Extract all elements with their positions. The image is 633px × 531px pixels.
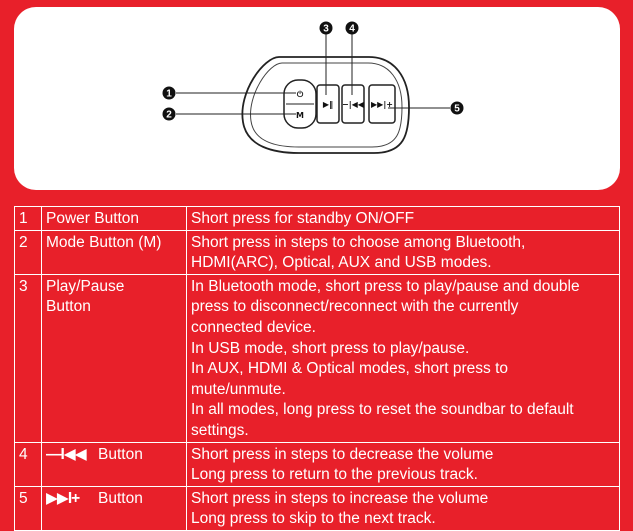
button-description: Short press in steps to increase the volume Long press to skip to the next track.: [187, 486, 620, 530]
row-number: 2: [15, 230, 42, 274]
button-name: Play/Pause Button: [42, 274, 187, 442]
volume-down-previous-icon: —I◀◀: [46, 445, 86, 463]
button-name: Mode Button (M): [42, 230, 187, 274]
button-name: Power Button: [42, 207, 187, 231]
row-number: 1: [15, 207, 42, 231]
button-description: Short press in steps to choose among Bluetooth, HDMI(ARC), Optical, AUX and USB modes.: [187, 230, 620, 274]
svg-text:4: 4: [349, 23, 355, 35]
table-row: [15, 230, 620, 274]
button-name: ▶▶I+ Button: [42, 486, 187, 530]
next-track-icon: ▶▶|+: [371, 100, 393, 109]
volume-up-next-icon: ▶▶I+: [46, 489, 80, 507]
callout-4: [346, 22, 359, 35]
soundbar-button-diagram: [14, 7, 620, 190]
row-number: 5: [15, 486, 42, 530]
svg-text:2: 2: [166, 109, 172, 121]
power-icon: ⏻: [296, 90, 304, 99]
table-row: [15, 274, 620, 442]
row-number: 3: [15, 274, 42, 442]
row-number: 4: [15, 442, 42, 486]
button-description: Short press in steps to decrease the volume Long press to return to the previous track.: [187, 442, 620, 486]
previous-track-icon: −|◀◀: [342, 100, 364, 109]
button-description: In Bluetooth mode, short press to play/pause and double press to disconnect/reconnect with the currently connected device. In USB mode, short press to play/pause. In AUX, HDMI & Optical modes, short press to mute/unmute. In all modes, long press to reset the soundbar to default settings.: [187, 274, 620, 442]
callout-1: [163, 87, 176, 100]
play-pause-icon: ▶‖: [322, 100, 334, 109]
callout-2: [163, 108, 176, 121]
table-row: [15, 486, 620, 530]
button-name: —I◀◀ Button: [42, 442, 187, 486]
callout-5: [451, 102, 464, 115]
callout-3: [320, 22, 333, 35]
mode-m-label: M: [296, 111, 304, 120]
button-function-table: [14, 206, 620, 531]
svg-text:5: 5: [454, 103, 460, 115]
button-diagram-panel: [14, 7, 620, 190]
svg-text:3: 3: [323, 23, 329, 35]
svg-text:1: 1: [166, 88, 172, 100]
table-row: [15, 442, 620, 486]
table-row: [15, 207, 620, 231]
button-description: Short press for standby ON/OFF: [187, 207, 620, 231]
